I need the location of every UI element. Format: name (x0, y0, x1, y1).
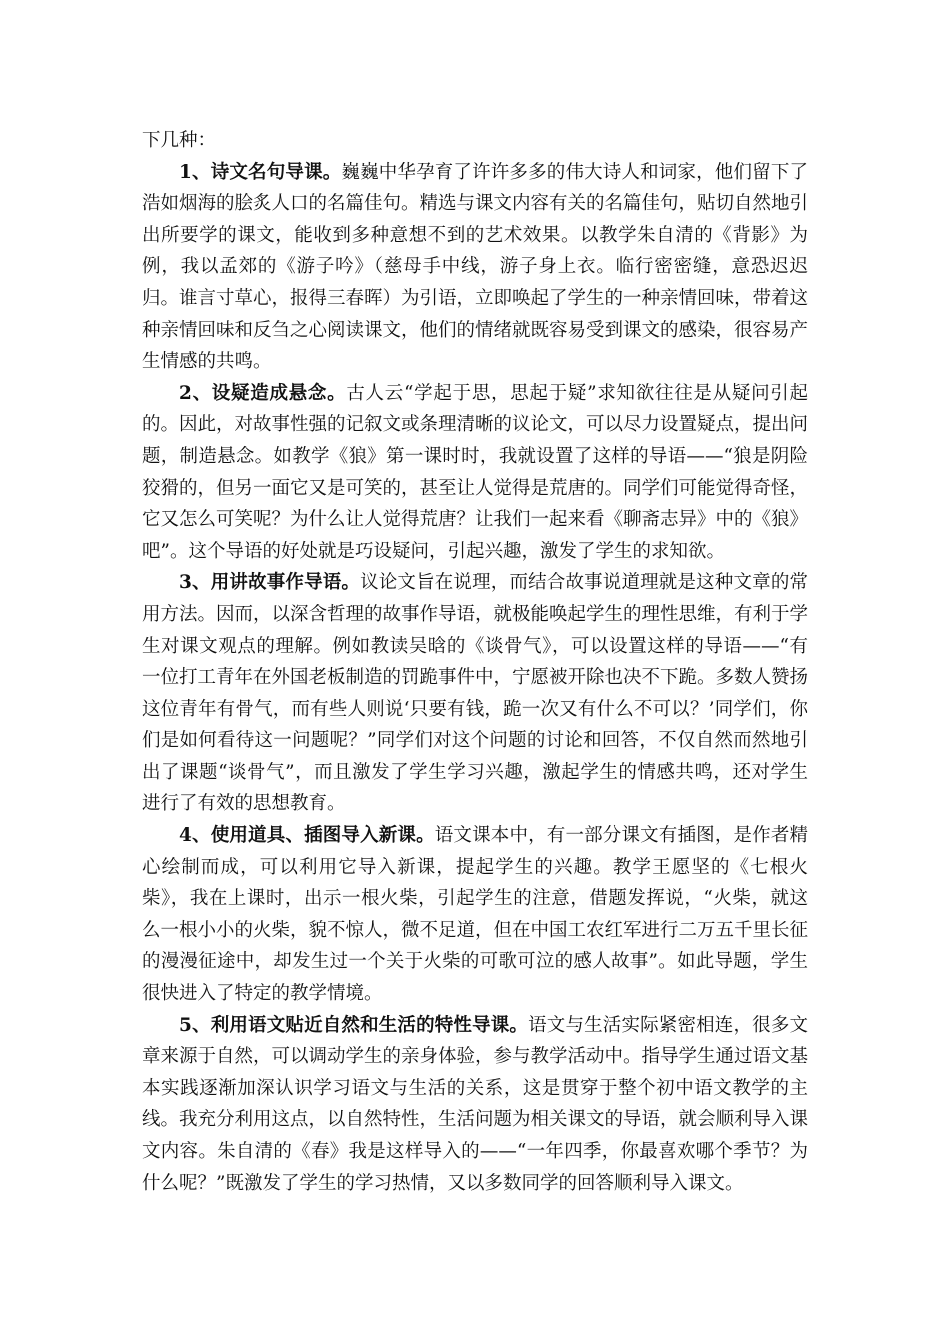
paragraph-2 (142, 378, 808, 568)
paragraph-1-text: 巍巍中华孕育了许许多多的伟大诗人和词家，他们留下了浩如烟海的脍炙人口的名篇佳句。精选与课文内容有关的名篇佳句，贴切自然地引出所要学的课文，能收到多种意想不到的艺术效果。以教学朱自清的《背影》为例，我以孟郊的《游子吟》（慈母手中线，游子身上衣。临行密密缝，意恐迟迟归。谁言寸草心，报得三春晖）为引语，立即唤起了学生的一种亲情回味，带着这种亲情回味和反刍之心阅读课文，他们的情绪就既容易受到课文的感染，很容易产生情感的共鸣。 (142, 161, 809, 373)
paragraph-1-heading: 1、诗文名句导课。 (179, 161, 342, 183)
paragraph-2-text: 古人云“学起于思，思起于疑”求知欲往往是从疑问引起的。因此，对故事性强的记叙文或条理清晰的议论文，可以尽力设置疑点，提出问题，制造悬念。如教学《狼》第一课时时，我就设置了这样的导语——“狼是阴险狡猾的，但另一面它又是可笑的，甚至让人觉得是荒唐的。同学们可能觉得奇怪，它又怎么可笑呢？为什么让人觉得荒唐？让我们一起来看《聊斋志异》中的《狼》吧”。这个导语的好处就是巧设疑问，引起兴趣，激发了学生的求知欲。 (142, 382, 809, 562)
paragraph-3-text: 议论文旨在说理，而结合故事说道理就是这种文章的常用方法。因而，以深含哲理的故事作导语，就极能唤起学生的理性思维，有利于学生对课文观点的理解。例如教读吴晗的《谈骨气》，可以设置这样的导语——“有一位打工青年在外国老板制造的罚跪事件中，宁愿被开除也决不下跪。多数人赞扬这位青年有骨气，而有些人则说‘只要有钱，跪一次又有什么不可以？’同学们，你们是如何看待这一问题呢？”同学们对这个问题的讨论和回答，不仅自然而然地引出了课题“谈骨气”，而且激发了学生学习兴趣，激起学生的情感共鸣，还对学生进行了有效的思想教育。 (142, 572, 809, 815)
paragraph-3-heading: 3、用讲故事作导语。 (179, 572, 361, 594)
paragraph-5 (142, 1010, 808, 1200)
paragraph-4-heading: 4、使用道具、插图导入新课。 (179, 825, 435, 847)
paragraph-4 (142, 820, 808, 1010)
paragraph-5-text: 语文与生活实际紧密相连，很多文章来源于自然，可以调动学生的亲身体验，参与教学活动中。指导学生通过语文基本实践逐渐加深认识学习语文与生活的关系，这是贯穿于整个初中语文教学的主线。我充分利用这点，以自然特性，生活问题为相关课文的导语，就会顺利导入课文内容。朱自清的《春》我是这样导入的——“一年四季，你最喜欢哪个季节？为什么呢？”既激发了学生的学习热情，又以多数同学的回答顺利导入课文。 (142, 1014, 809, 1194)
paragraph-1 (142, 157, 808, 378)
paragraph-2-heading: 2、设疑造成悬念。 (179, 382, 347, 404)
intro-line: 下几种： (142, 130, 217, 151)
document-body (142, 125, 808, 1199)
paragraph-5-heading: 5、利用语文贴近自然和生活的特性导课。 (179, 1014, 529, 1036)
paragraph-4-text: 语文课本中，有一部分课文有插图，是作者精心绘制而成，可以利用它导入新课，提起学生的兴趣。教学王愿坚的《七根火柴》，我在上课时，出示一根火柴，引起学生的注意，借题发挥说，“火柴，就这么一根小小的火柴，貌不惊人，微不足道，但在中国工农红军进行二万五千里长征的漫漫征途中，却发生过一个关于火柴的可歌可泣的感人故事”。如此导题，学生很快进入了特定的教学情境。 (142, 825, 809, 1005)
paragraph-3 (142, 567, 808, 820)
